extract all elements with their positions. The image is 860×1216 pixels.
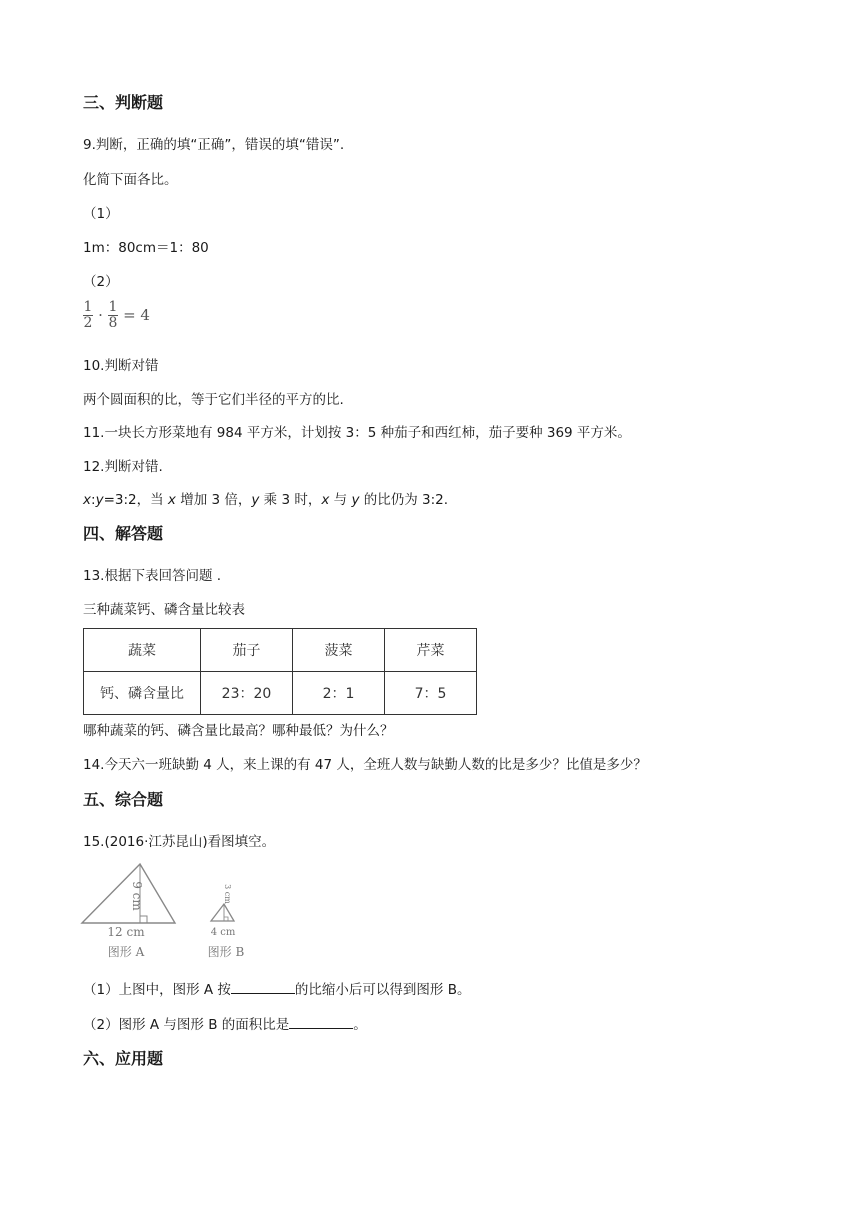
var-x: x — [167, 492, 176, 508]
q12-statement — [83, 488, 448, 508]
figure-b-triangle — [208, 884, 245, 959]
q12-title: 12.判断对错. — [83, 459, 163, 475]
var-x: x — [83, 492, 91, 508]
figure-a-name: 图形 A — [107, 945, 145, 959]
table-row — [84, 672, 477, 715]
fraction-denominator: 2 — [83, 315, 93, 331]
table-cell: 芹菜 — [385, 629, 477, 672]
text-segment: （1）上图中，图形 A 按 — [83, 982, 231, 998]
q9-intro: 化简下面各比。 — [83, 172, 178, 188]
text-segment: 乘 3 时， — [259, 492, 322, 508]
table-cell: 菠菜 — [293, 629, 385, 672]
answer-blank[interactable] — [231, 980, 295, 994]
q10-text: 两个圆面积的比，等于它们半径的平方的比. — [83, 392, 344, 408]
section-heading-application: 六、应用题 — [83, 1049, 164, 1068]
figure-a-base-label: 12 cm — [107, 925, 145, 939]
triangle-figures — [78, 858, 278, 966]
var-y: y — [251, 492, 260, 508]
q15-title: 15.(2016·江苏昆山)看图填空。 — [83, 834, 276, 850]
fraction-one-eighth — [108, 300, 118, 331]
answer-blank[interactable] — [289, 1015, 353, 1029]
q10-title: 10.判断对错 — [83, 358, 159, 374]
section-heading-judgment: 三、判断题 — [83, 93, 164, 112]
figure-a-triangle — [82, 864, 175, 959]
section-heading-answer: 四、解答题 — [83, 524, 164, 543]
table-cell: 7：5 — [385, 672, 477, 715]
figure-a-height-label: 9 cm — [130, 881, 144, 911]
text-segment: =3:2，当 — [103, 492, 168, 508]
text-segment: 与 — [329, 492, 352, 508]
colon: : — [91, 492, 96, 508]
q9-part2-label: （2） — [83, 274, 119, 290]
q9-title: 9.判断，正确的填“正确”，错误的填“错误”. — [83, 137, 345, 153]
figure-b-base-label: 4 cm — [210, 927, 236, 938]
text-segment: 增加 3 倍， — [175, 492, 252, 508]
var-y: y — [351, 492, 360, 508]
figure-b-height-label: 3 cm — [223, 884, 232, 904]
q9-part2-formula — [83, 300, 150, 331]
fraction-denominator: 8 — [108, 315, 118, 331]
q15-part2 — [83, 1013, 367, 1033]
table-cell: 茄子 — [201, 629, 293, 672]
q11-text: 11.一块长方形菜地有 984 平方米，计划按 3：5 种茄子和西红柿，茄子要种 369 平方米。 — [83, 425, 631, 441]
q9-part1-label: （1） — [83, 206, 119, 222]
figure-b-name: 图形 B — [207, 945, 245, 959]
table-cell: 蔬菜 — [84, 629, 201, 672]
var-y: y — [95, 492, 104, 508]
text-segment: 的比仍为 3:2. — [359, 492, 449, 508]
table-cell: 23：20 — [201, 672, 293, 715]
section-heading-comprehensive: 五、综合题 — [83, 790, 164, 809]
text-segment: （2）图形 A 与图形 B 的面积比是 — [83, 1017, 290, 1033]
table-header-row — [84, 629, 477, 672]
table-cell: 2：1 — [293, 672, 385, 715]
q13-title: 13.根据下表回答问题 . — [83, 568, 222, 584]
text-segment: 。 — [353, 1017, 367, 1033]
fraction-numerator: 1 — [108, 299, 118, 315]
q13-question: 哪种蔬菜的钙、磷含量比最高？哪种最低？为什么？ — [83, 723, 394, 739]
fraction-one-half — [83, 300, 93, 331]
table-cell: 钙、磷含量比 — [84, 672, 201, 715]
fraction-numerator: 1 — [83, 299, 93, 315]
equation-rhs: = 4 — [123, 306, 150, 324]
vegetable-ratio-table — [83, 628, 477, 715]
q13-table-caption: 三种蔬菜钙、磷含量比较表 — [83, 602, 245, 618]
text-segment: 的比缩小后可以得到图形 B。 — [294, 982, 471, 998]
var-x: x — [321, 492, 330, 508]
q9-part1-text: 1m：80cm＝1：80 — [83, 240, 209, 256]
q15-part1 — [83, 978, 470, 998]
q14-text: 14.今天六一班缺勤 4 人，来上课的有 47 人，全班人数与缺勤人数的比是多少？比值是多少？ — [83, 757, 647, 773]
ratio-separator: · — [98, 306, 103, 324]
